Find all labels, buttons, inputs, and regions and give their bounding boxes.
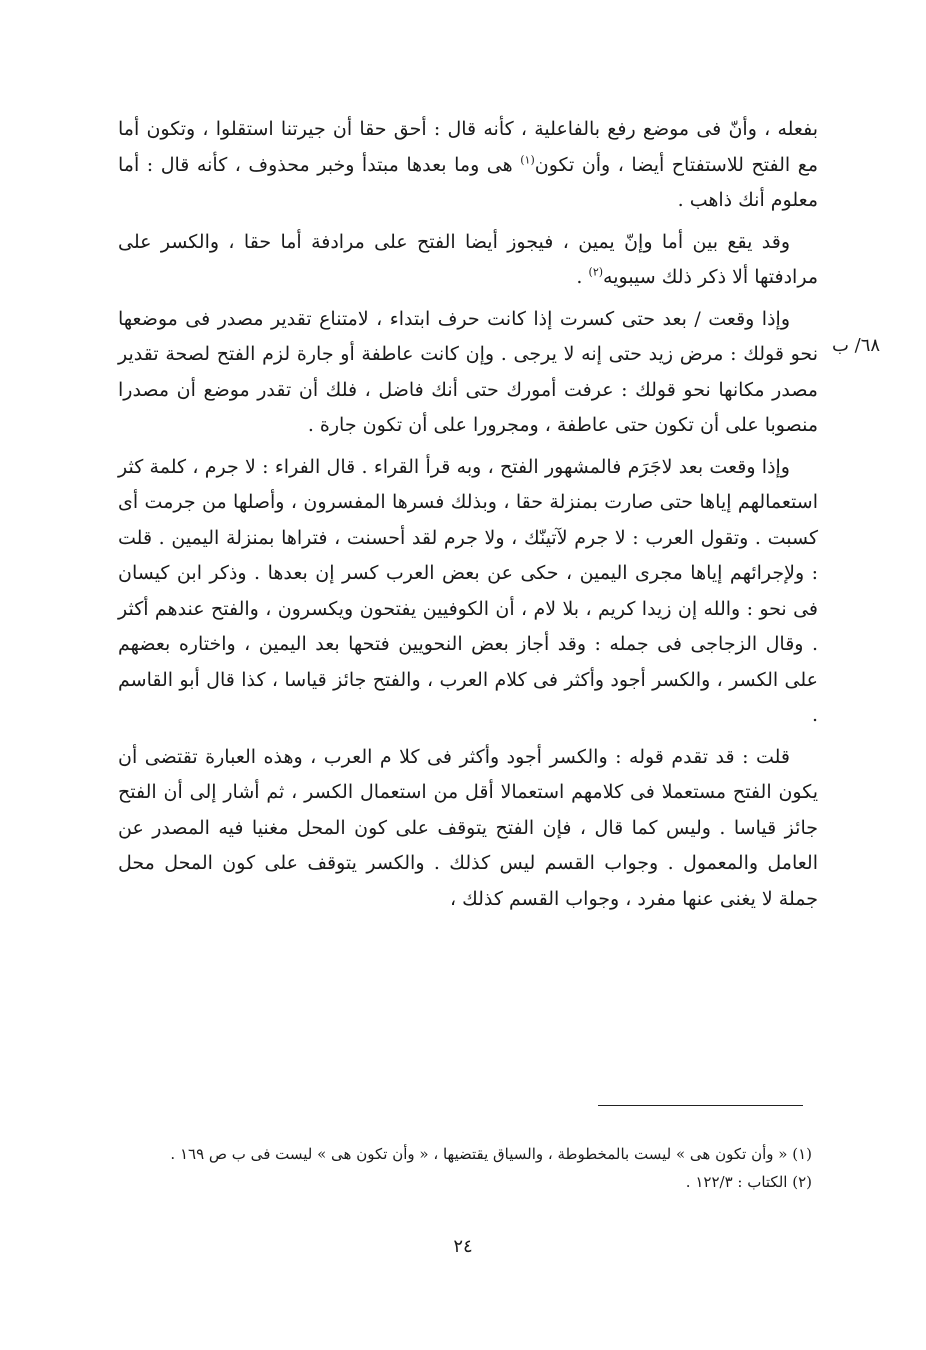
paragraph-2 <box>118 225 818 296</box>
footnote-2: (٢) الكتاب : ١٢٢/٣ . <box>685 1173 812 1191</box>
paragraph-1 <box>118 112 818 219</box>
footnote-divider <box>598 1105 803 1106</box>
page-number: ٢٤ <box>453 1236 473 1257</box>
paragraph-5: قلت : قد تقدم قوله : والكسر أجود وأكثر فى كلا م العرب ، وهذه العبارة تقتضى أن يكون الفتح مستعملا فى كلامهم استعمالا أقل من استعمال الكسر ، ثم أشار إلى أن الفتح جائز قياسا . وليس كما قال ، فإن الفتح يتوقف على كون المحل مغنيا فيه المصدر عن العامل والمعمول . وجواب القسم ليس كذلك . والكسر يتوقف على كون المحل محل جملة لا يغنى عنها مفرد ، وجواب القسم كذلك ، <box>118 745 819 910</box>
footnote-marker-1: (١) <box>520 153 535 167</box>
folio-margin-note: ٦٨/ ب <box>832 335 881 356</box>
footnotes <box>130 1140 812 1196</box>
paragraph-2-end: . <box>576 266 589 288</box>
footnote-marker-2: (٢) <box>588 265 604 279</box>
paragraph-2-text: وقد يقع بين أما وإنّ يمين ، فيجوز أيضا الفتح على مرادفة أما حقا ، والكسر على مرادفتها ألا ذكر ذلك سيبويه <box>118 230 818 288</box>
main-text <box>118 112 818 923</box>
paragraph-1-text: بفعله ، وأنّ فى موضع رفع بالفاعلية ، كأنه قال : أحق حقا أن جيرتنا استقلوا ، وتكون أما مع الفتح للاستفتاح أيضا ، وأن تكون <box>118 118 819 176</box>
paragraph-3: وإذا وقعت / بعد حتى كسرت إذا كانت حرف ابتداء ، لامتناع تقدير مصدر فى موضعها نحو قولك : مرض زيد حتى إنه لا يرجى . وإن كانت عاطفة أو جارة لزم الفتح لصحة تقدير مصدر مكانها نحو قولك : عرفت أمورك حتى أنك فاضل ، فلك أن تقدر موضع أن مصدرا منصوبا على أن تكون حتى عاطفة ، ومجرورا على أن تكون جارة . <box>118 307 818 436</box>
footnote-1: (١) « وأن تكون هى » ليست بالمخطوطة ، والسياق يقتضيها ، « وأن تكون هى » ليست فى ب ص ١٦٩ . <box>170 1145 812 1163</box>
paragraph-1-continuation: هى وما بعدها مبتدأ وخبر محذوف ، كأنه قال : أما معلوم أنك ذاهب . <box>118 153 818 211</box>
paragraph-4: وإذا وقعت بعد لاجَرَم فالمشهور الفتح ، وبه قرأ القراء . قال الفراء : لا جرم ، كلمة كثر استعمالهم إياها حتى صارت بمنزلة حقا ، وبذلك فسرها المفسرون ، وأصلها من جرمت أى كسبت . وتقول العرب : لا جرم لآتينّك ، ولا جرم لقد أحسنت ، فتراها بمنزلة اليمين . قلت : ولإجرائهم إياها مجرى اليمين ، حكى عن بعض العرب كسر إن بعدها . وذكر ابن كيسان فى نحو : والله إن زيدا كريم ، بلا لام ، أن الكوفيين يفتحون ويكسرون ، والفتح عندهم أكثر . وقال الزجاجى فى جمله : وقد أجاز بعض النحويين فتحها بعد اليمين ، واختاره بعضهم على الكسر ، والكسر أجود وأكثر فى كلام العرب ، والفتح جائز قياسا ، كذا قال أبو القاسم . <box>118 455 818 726</box>
